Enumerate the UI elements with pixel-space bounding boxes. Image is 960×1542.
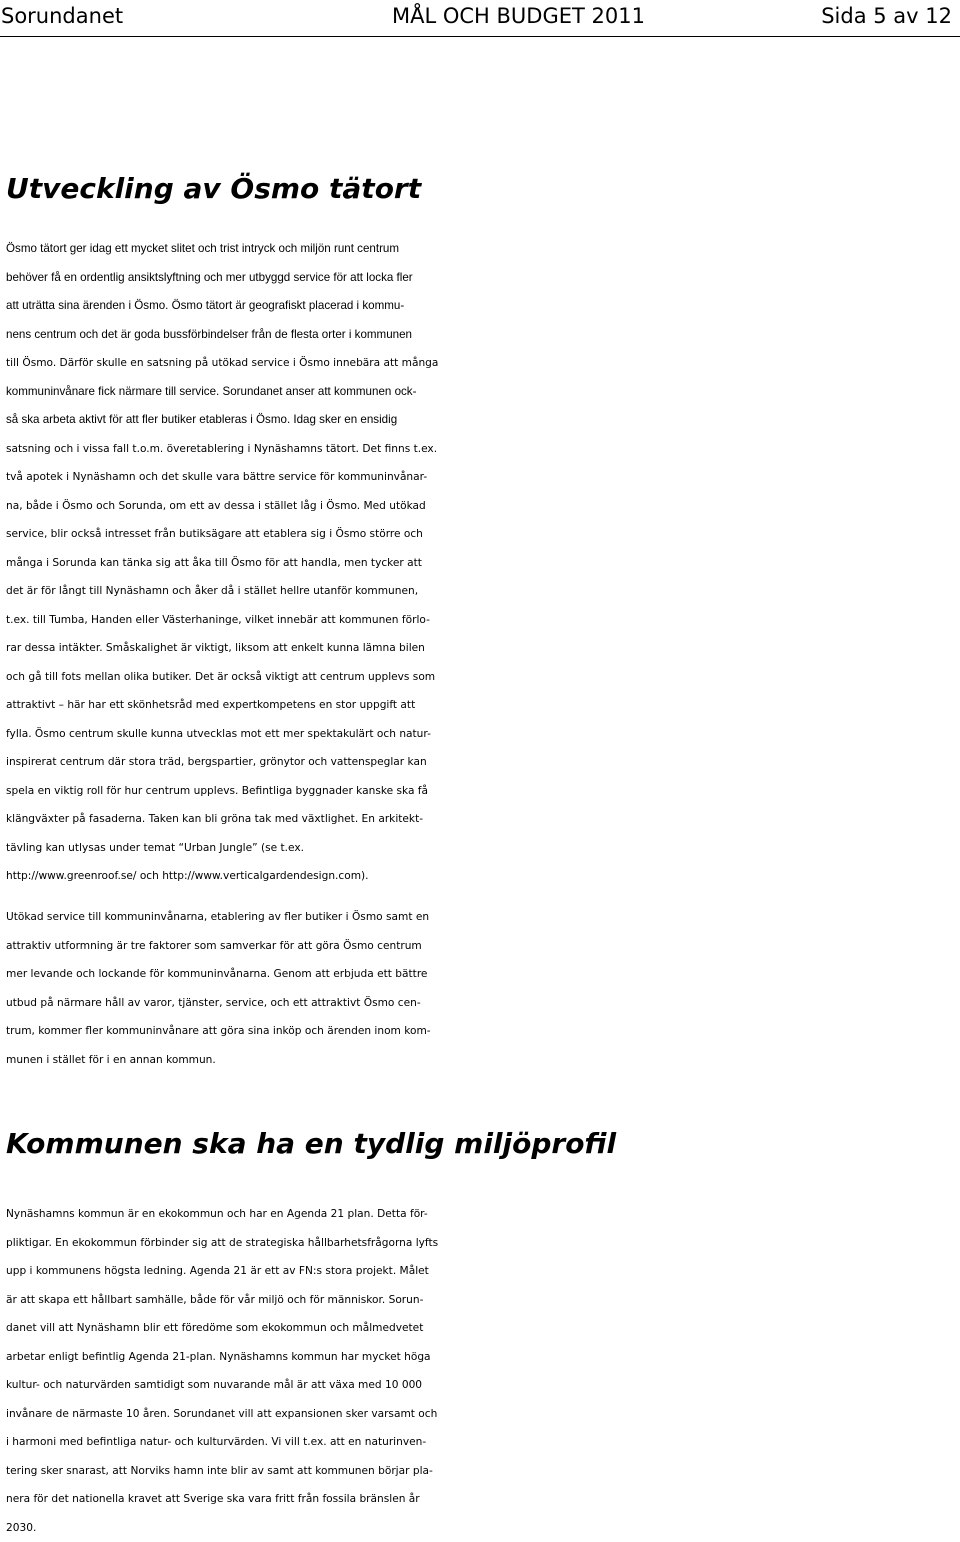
text-line: det är för långt till Nynäshamn och åker då i stället hellre utanför kommunen,: [6, 577, 960, 606]
text-line: mer levande och lockande för kommuninvånarna. Genom att erbjuda ett bättre: [6, 960, 960, 989]
text-line: kommuninvånare fick närmare till service. Sorundanet anser att kommunen ock-: [6, 378, 960, 407]
header-page-number: Sida 5 av 12: [821, 4, 952, 28]
text-line: munen i stället för i en annan kommun.: [6, 1046, 960, 1075]
text-line: attraktiv utformning är tre faktorer som samverkar för att göra Ösmo centrum: [6, 932, 960, 961]
text-line: i harmoni med befintliga natur- och kulturvärden. Vi vill t.ex. att en naturinven-: [6, 1428, 960, 1457]
text-line: danet vill att Nynäshamn blir ett föredöme som ekokommun och målmedvetet: [6, 1314, 960, 1343]
text-line: arbetar enligt befintlig Agenda 21-plan. Nynäshamns kommun har mycket höga: [6, 1343, 960, 1372]
text-line: pliktigar. En ekokommun förbinder sig att de strategiska hållbarhetsfrågorna lyfts: [6, 1229, 960, 1258]
text-line: och gå till fots mellan olika butiker. Det är också viktigt att centrum upplevs som: [6, 663, 960, 692]
text-line: är att skapa ett hållbart samhälle, både för vår miljö och för människor. Sorun-: [6, 1286, 960, 1315]
text-line: två apotek i Nynäshamn och det skulle vara bättre service för kommuninvånar-: [6, 463, 960, 492]
text-line: t.ex. till Tumba, Handen eller Västerhaninge, vilket innebär att kommunen förlo-: [6, 606, 960, 635]
text-line: rar dessa intäkter. Småskalighet är viktigt, liksom att enkelt kunna lämna bilen: [6, 634, 960, 663]
paragraph-osmo-development: [6, 235, 960, 891]
text-line: behöver få en ordentlig ansiktslyftning och mer utbyggd service för att locka fler: [6, 264, 960, 293]
text-line: spela en viktig roll för hur centrum upplevs. Befintliga byggnader kanske ska få: [6, 777, 960, 806]
paragraph-environment-profile: [6, 1200, 960, 1542]
text-line: många i Sorunda kan tänka sig att åka till Ösmo för att handla, men tycker att: [6, 549, 960, 578]
text-line: attraktivt – här har ett skönhetsråd med expertkompetens en stor uppgift att: [6, 691, 960, 720]
text-line: satsning och i vissa fall t.o.m. överetablering i Nynäshamns tätort. Det finns t.ex.: [6, 435, 960, 464]
section-heading-environment: Kommunen ska ha en tydlig miljöprofil: [6, 1127, 616, 1160]
text-line: tering sker snarast, att Norviks hamn inte blir av samt att kommunen börjar pla-: [6, 1457, 960, 1486]
text-line: att uträtta sina ärenden i Ösmo. Ösmo tätort är geografiskt placerad i kommu-: [6, 292, 960, 321]
text-line: Ösmo tätort ger idag ett mycket slitet och trist intryck och miljön runt centrum: [6, 235, 960, 264]
text-line: na, både i Ösmo och Sorunda, om ett av dessa i stället låg i Ösmo. Med utökad: [6, 492, 960, 521]
text-line: invånare de närmaste 10 åren. Sorundanet vill att expansionen sker varsamt och: [6, 1400, 960, 1429]
page-header: [0, 0, 960, 37]
header-document-title: MÅL OCH BUDGET 2011: [392, 4, 645, 28]
text-line: så ska arbeta aktivt för att fler butiker etableras i Ösmo. Idag sker en ensidig: [6, 406, 960, 435]
text-line: tävling kan utlysas under temat “Urban Jungle” (se t.ex.: [6, 834, 960, 863]
section-heading-osmo: Utveckling av Ösmo tätort: [6, 172, 421, 205]
text-line: kultur- och naturvärden samtidigt som nuvarande mål är att växa med 10 000: [6, 1371, 960, 1400]
text-line: trum, kommer fler kommuninvånare att göra sina inköp och ärenden inom kom-: [6, 1017, 960, 1046]
text-line: nens centrum och det är goda bussförbindelser från de flesta orter i kommunen: [6, 321, 960, 350]
text-line: inspirerat centrum där stora träd, bergspartier, grönytor och vattenspeglar kan: [6, 748, 960, 777]
text-line: Nynäshamns kommun är en ekokommun och har en Agenda 21 plan. Detta för-: [6, 1200, 960, 1229]
paragraph-osmo-summary: [6, 903, 960, 1074]
text-line: fylla. Ösmo centrum skulle kunna utvecklas mot ett mer spektakulärt och natur-: [6, 720, 960, 749]
text-line: http://www.greenroof.se/ och http://www.verticalgardendesign.com).: [6, 862, 960, 891]
text-line: 2030.: [6, 1514, 960, 1542]
text-line: service, blir också intresset från butiksägare att etablera sig i Ösmo större och: [6, 520, 960, 549]
text-line: klängväxter på fasaderna. Taken kan bli gröna tak med växtlighet. En arkitekt-: [6, 805, 960, 834]
text-line: utbud på närmare håll av varor, tjänster, service, och ett attraktivt Ösmo cen-: [6, 989, 960, 1018]
text-line: upp i kommunens högsta ledning. Agenda 21 är ett av FN:s stora projekt. Målet: [6, 1257, 960, 1286]
text-line: nera för det nationella kravet att Sverige ska vara fritt från fossila bränslen år: [6, 1485, 960, 1514]
text-line: Utökad service till kommuninvånarna, etablering av fler butiker i Ösmo samt en: [6, 903, 960, 932]
text-line: till Ösmo. Därför skulle en satsning på utökad service i Ösmo innebära att många: [6, 349, 960, 378]
header-site-name: Sorundanet: [1, 4, 123, 28]
